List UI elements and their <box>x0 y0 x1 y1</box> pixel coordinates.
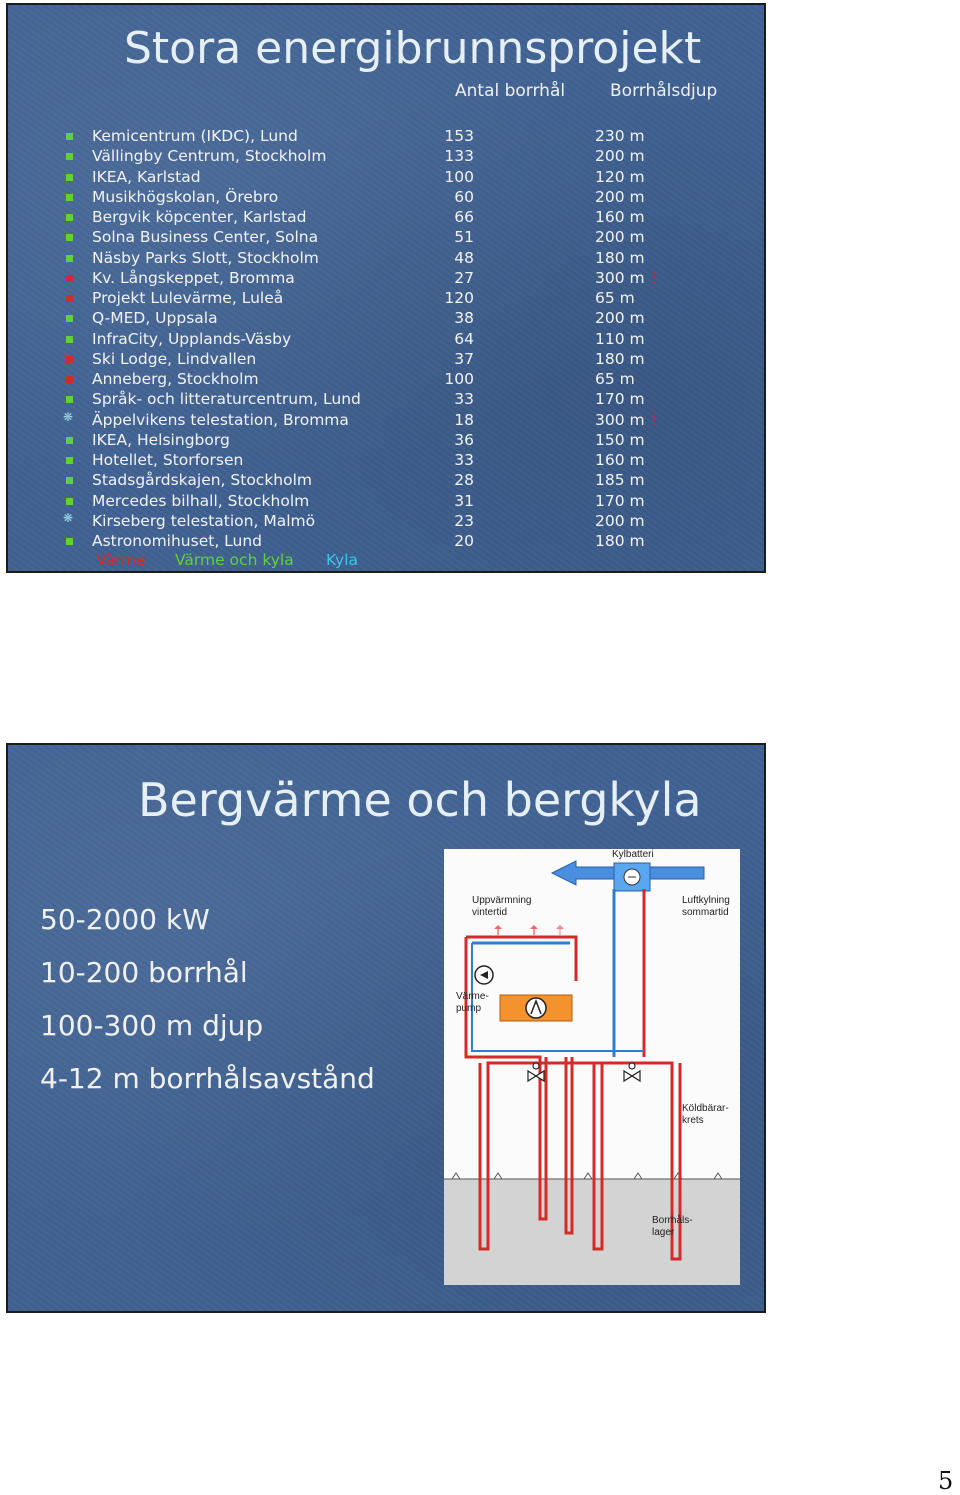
depth-value: 200 m <box>595 511 645 530</box>
project-name: Solna Business Center, Solna <box>92 228 319 247</box>
borehole-depth <box>595 330 645 348</box>
square-bullet-icon <box>66 153 73 160</box>
borehole-depth <box>595 188 645 206</box>
table-row <box>8 168 764 188</box>
project-name: Astronomihuset, Lund <box>92 532 263 550</box>
valve-icon-left <box>528 1063 544 1081</box>
borehole-depth <box>595 471 645 489</box>
borehole-depth <box>595 249 645 267</box>
depth-value: 65 m <box>595 289 635 307</box>
depth-value: 180 m <box>595 248 645 267</box>
borehole-count: 36 <box>454 430 474 449</box>
valve-icon-right <box>624 1063 640 1081</box>
borehole-count: 60 <box>454 187 474 206</box>
borehole-depth <box>595 168 645 186</box>
depth-value: 200 m <box>595 228 645 247</box>
depth-value: 230 m <box>595 127 645 145</box>
square-bullet-icon <box>66 133 73 140</box>
project-name: Q-MED, Uppsala <box>92 309 218 328</box>
borehole-depth <box>595 370 635 388</box>
borehole-depth <box>595 309 645 327</box>
square-bullet-icon <box>66 498 73 505</box>
borehole-count: 100 <box>444 167 474 186</box>
borehole-depth <box>595 390 645 408</box>
label-luftkylning: Luftkylning <box>682 895 730 906</box>
table-row <box>8 370 764 390</box>
depth-value: 120 m <box>595 167 645 186</box>
label-sommartid: sommartid <box>682 907 729 918</box>
borehole-count: 37 <box>454 349 474 368</box>
borehole-depth <box>595 451 645 469</box>
project-name: Vällingby Centrum, Stockholm <box>92 147 327 166</box>
borehole-depth <box>595 289 635 307</box>
legend-heating: Värme <box>96 551 146 569</box>
table-row <box>8 492 764 512</box>
spec-depth: 100-300 m djup <box>40 1009 264 1042</box>
borehole-count: 18 <box>454 410 474 429</box>
heater-icons <box>494 925 564 935</box>
square-bullet-icon <box>66 315 73 322</box>
square-bullet-icon <box>66 174 73 181</box>
project-name: Ski Lodge, Lindvallen <box>92 349 257 368</box>
borehole-depth <box>595 350 645 368</box>
project-name: Anneberg, Stockholm <box>92 370 259 388</box>
table-row <box>8 188 764 208</box>
borehole-count: 23 <box>454 511 474 530</box>
square-bullet-icon <box>66 437 73 444</box>
slide-title: Stora energibrunnsprojekt <box>124 23 702 74</box>
borehole-count: 51 <box>454 228 474 247</box>
slide-title: Bergvärme och bergkyla <box>138 773 702 827</box>
depth-value: 180 m <box>595 532 645 550</box>
table-row <box>8 309 764 329</box>
label-koldbarar: Köldbärar- <box>682 1103 729 1114</box>
borehole-depth <box>595 512 645 530</box>
depth-value: 200 m <box>595 309 645 328</box>
depth-value: 300 m <box>595 410 645 429</box>
slide-geothermal <box>6 743 766 1313</box>
borehole-count: 153 <box>444 127 474 145</box>
project-name: Musikhögskolan, Örebro <box>92 187 279 206</box>
borehole-count: 33 <box>454 451 474 469</box>
table-row <box>8 208 764 228</box>
borehole-count: 28 <box>454 471 474 490</box>
depth-value: 110 m <box>595 329 645 348</box>
snowflake-icon: ❋ <box>63 510 74 525</box>
table-row <box>8 411 764 431</box>
borehole-depth <box>595 208 645 226</box>
borehole-count: 20 <box>454 532 474 550</box>
table-row <box>8 390 764 410</box>
project-name: Kirseberg telestation, Malmö <box>92 511 316 530</box>
page-number: 5 <box>938 1467 954 1495</box>
table-row <box>8 512 764 532</box>
square-bullet-icon <box>66 356 73 363</box>
project-name: InfraCity, Upplands-Väsby <box>92 329 292 348</box>
depth-value: 200 m <box>595 187 645 206</box>
project-name: Hotellet, Storforsen <box>92 451 244 469</box>
column-header-depth: Borrhålsdjup <box>610 81 718 101</box>
depth-value: 160 m <box>595 208 645 226</box>
project-name: Näsby Parks Slott, Stockholm <box>92 248 319 267</box>
table-row <box>8 269 764 289</box>
borehole-count: 64 <box>454 329 474 348</box>
square-bullet-icon <box>66 214 73 221</box>
warning-mark: ! <box>650 410 657 429</box>
snowflake-icon: ❋ <box>63 409 74 424</box>
depth-value: 160 m <box>595 451 645 469</box>
project-name: Kemicentrum (IKDC), Lund <box>92 127 298 145</box>
depth-value: 150 m <box>595 430 645 449</box>
depth-value: 180 m <box>595 349 645 368</box>
spec-boreholes: 10-200 borrhål <box>40 956 248 989</box>
depth-value: 200 m <box>595 147 645 166</box>
table-row <box>8 289 764 309</box>
label-vintertid: vintertid <box>472 907 508 918</box>
system-diagram <box>444 849 740 1285</box>
column-header-count: Antal borrhål <box>455 81 566 101</box>
borehole-count: 100 <box>444 370 474 388</box>
warning-mark: ! <box>650 268 657 287</box>
table-row <box>8 532 764 552</box>
depth-value: 65 m <box>595 370 635 388</box>
table-row <box>8 127 764 147</box>
project-name: Bergvik köpcenter, Karlstad <box>92 208 307 226</box>
depth-value: 170 m <box>595 390 645 409</box>
square-bullet-icon <box>66 234 73 241</box>
square-bullet-icon <box>66 295 73 302</box>
table-row <box>8 228 764 248</box>
label-kylbatteri: Kylbatteri <box>612 849 654 860</box>
square-bullet-icon <box>66 336 73 343</box>
label-krets: krets <box>682 1115 704 1126</box>
borehole-count: 48 <box>454 248 474 267</box>
label-lager: lager <box>652 1227 675 1238</box>
borehole-depth <box>595 532 645 550</box>
borehole-count: 133 <box>444 147 474 166</box>
legend-cooling: Kyla <box>326 551 359 569</box>
label-varmepump: Värme- <box>456 991 489 1002</box>
square-bullet-icon <box>66 396 73 403</box>
project-name: Mercedes bilhall, Stockholm <box>92 491 310 510</box>
borehole-depth <box>595 147 645 165</box>
table-row <box>8 330 764 350</box>
depth-value: 300 m <box>595 268 645 287</box>
borehole-depth <box>595 431 645 449</box>
borehole-count: 31 <box>454 491 474 510</box>
table-row <box>8 431 764 451</box>
project-name: Kv. Långskeppet, Bromma <box>92 268 295 287</box>
borehole-count: 66 <box>454 208 474 226</box>
project-name: IKEA, Helsingborg <box>92 430 230 449</box>
square-bullet-icon <box>66 376 73 383</box>
project-name: Äppelvikens telestation, Bromma <box>92 410 349 429</box>
slide-energy-projects <box>6 3 766 573</box>
borehole-depth <box>595 228 645 246</box>
table-row <box>8 350 764 370</box>
square-bullet-icon <box>66 255 73 262</box>
borehole-count: 27 <box>454 268 474 287</box>
label-borrhals: Borrhåls- <box>652 1215 693 1226</box>
square-bullet-icon <box>66 538 73 545</box>
borehole-count: 120 <box>444 289 474 307</box>
square-bullet-icon <box>66 275 73 282</box>
table-row <box>8 249 764 269</box>
borehole-depth <box>595 269 657 287</box>
label-uppvarmning: Uppvärmning <box>472 895 532 906</box>
label-pump: pump <box>456 1003 482 1014</box>
borehole-depth <box>595 411 657 429</box>
table-row <box>8 147 764 167</box>
square-bullet-icon <box>66 477 73 484</box>
spec-power: 50-2000 kW <box>40 903 210 936</box>
table-row <box>8 471 764 491</box>
legend-heating-cooling: Värme och kyla <box>175 551 294 569</box>
square-bullet-icon <box>66 194 73 201</box>
borehole-depth <box>595 127 645 145</box>
project-name: Stadsgårdskajen, Stockholm <box>92 471 313 490</box>
spec-spacing: 4-12 m borrhålsavstånd <box>40 1062 375 1095</box>
borehole-count: 33 <box>454 390 474 409</box>
depth-value: 170 m <box>595 491 645 510</box>
depth-value: 185 m <box>595 471 645 490</box>
project-name: Språk- och litteraturcentrum, Lund <box>92 390 361 409</box>
square-bullet-icon <box>66 457 73 464</box>
project-name: IKEA, Karlstad <box>92 167 201 186</box>
borehole-count: 38 <box>454 309 474 328</box>
project-name: Projekt Lulevärme, Luleå <box>92 289 284 307</box>
borehole-depth <box>595 492 645 510</box>
table-row <box>8 451 764 471</box>
